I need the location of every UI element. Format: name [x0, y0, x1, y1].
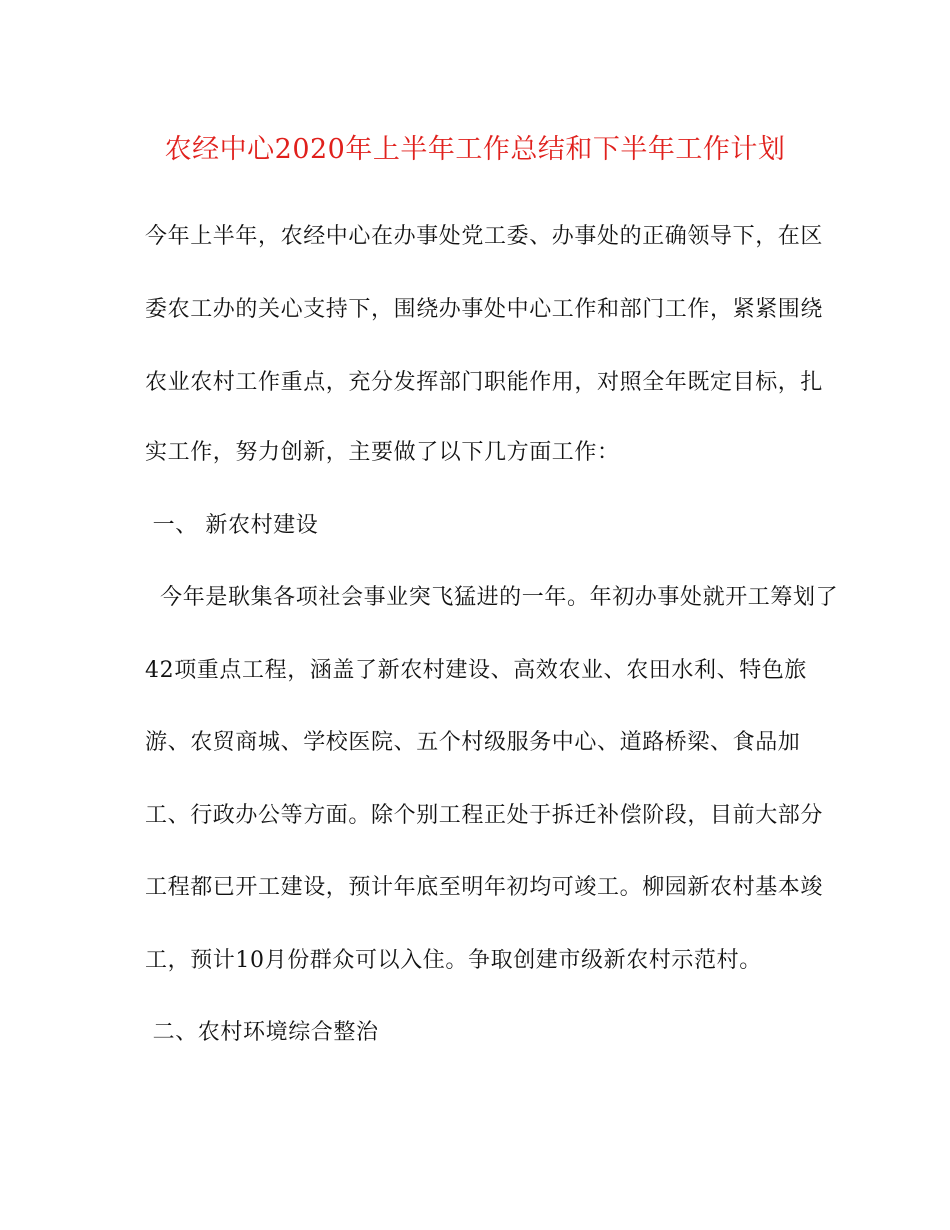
paragraph-line-5: 今年是耿集各项社会事业突飞猛进的一年。年初办事处就开工筹划了 [145, 585, 839, 610]
paragraph-line-3: 农业农村工作重点，充分发挥部门职能作用，对照全年既定目标，扎 [145, 370, 824, 395]
document-title: 农经中心2020年上半年工作总结和下半年工作计划 [164, 134, 786, 165]
paragraph-line-2: 委农工办的关心支持下，围绕办事处中心工作和部门工作，紧紧围绕 [145, 297, 824, 322]
paragraph-line-4: 实工作，努力创新，主要做了以下几方面工作： [145, 440, 620, 465]
section-heading-2: 二、农村环境综合整治 [145, 1020, 379, 1045]
paragraph-line-8: 工、行政办公等方面。除个别工程正处于拆迁补偿阶段，目前大部分 [145, 803, 824, 828]
paragraph-line-10: 工，预计10月份群众可以入住。争取创建市级新农村示范村。 [145, 948, 762, 973]
paragraph-line-9: 工程都已开工建设，预计年底至明年初均可竣工。柳园新农村基本竣 [145, 875, 824, 900]
section-heading-1: 一、 新农村建设 [145, 513, 319, 538]
paragraph-line-6: 42项重点工程，涵盖了新农村建设、高效农业、农田水利、特色旅 [145, 658, 807, 683]
paragraph-line-1: 今年上半年，农经中心在办事处党工委、办事处的正确领导下，在区 [145, 224, 824, 249]
paragraph-line-7: 游、农贸商城、学校医院、五个村级服务中心、道路桥梁、食品加 [145, 730, 801, 755]
